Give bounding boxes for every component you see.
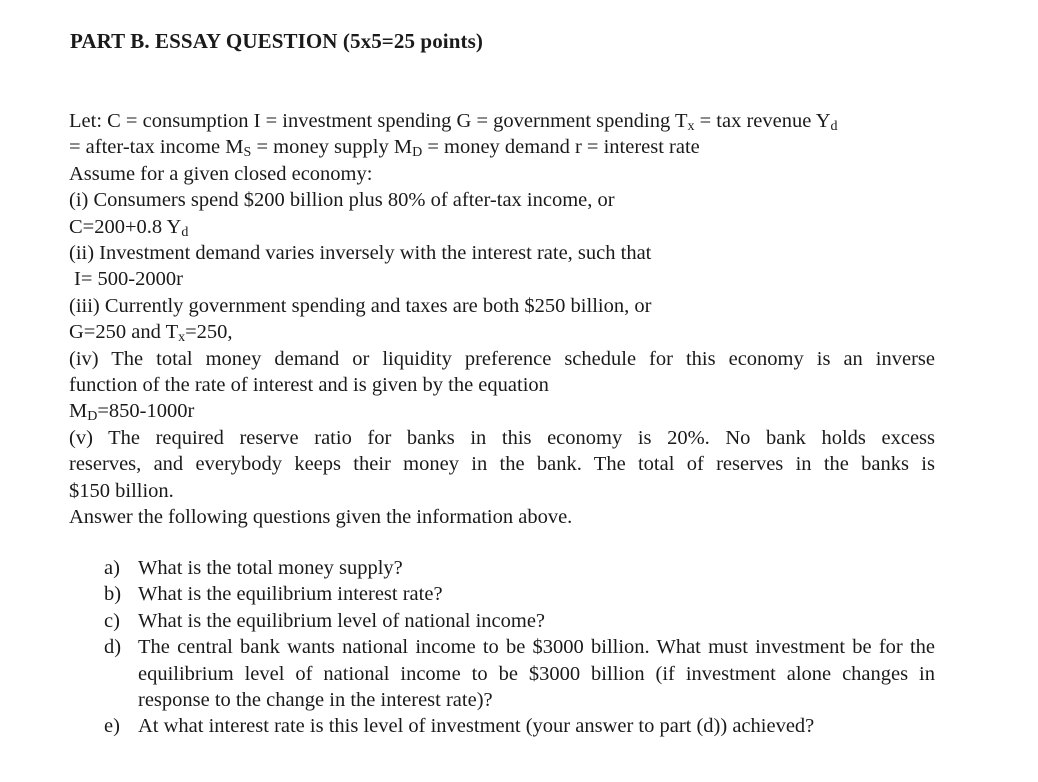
assumption-intro: Assume for a given closed economy:: [69, 162, 373, 185]
definitions-text: = money demand r = interest rate: [422, 136, 700, 159]
item-i-text: (i) Consumers spend $200 billion plus 80% of after-tax income, or: [69, 189, 615, 212]
question-text: What is the equilibrium level of national income?: [138, 609, 546, 632]
item-i-equation: [69, 214, 935, 240]
item-iv-line-2: function of the rate of interest and is given by the equation: [69, 374, 549, 397]
equation-text: =850-1000r: [97, 400, 195, 423]
definitions-text: = after-tax income M: [69, 136, 244, 159]
equation-text: =250,: [185, 321, 233, 344]
list-item: [104, 581, 935, 607]
subscript: d: [830, 119, 838, 134]
subscript: x: [178, 330, 186, 346]
subscript: S: [243, 145, 252, 161]
subscript: D: [412, 145, 423, 161]
item-ii-text: (ii) Investment demand varies inversely with the interest rate, such that: [69, 242, 652, 265]
question-letter: b): [104, 583, 122, 606]
question-letter: d): [104, 636, 122, 659]
definitions-text: = tax revenue Y: [694, 110, 831, 132]
subscript: x: [687, 119, 695, 134]
problem-statement: [69, 108, 935, 531]
list-item: [104, 634, 935, 713]
item-iii-text: (iii) Currently government spending and taxes are both $250 billion, or: [69, 294, 652, 317]
definitions-line-1: [69, 108, 935, 134]
question-text: The central bank wants national income to be $3000 billion. What must investment be for the equilibrium level of national income to be $3000 billion (if investment alone changes in response to the change in the interest rate)?: [138, 636, 935, 712]
question-text: What is the equilibrium interest rate?: [138, 583, 443, 606]
question-letter: a): [104, 557, 120, 579]
definitions-text: Let: C = consumption I = investment spending G = government spending T: [69, 110, 688, 132]
item-v-line-3: $150 billion.: [69, 479, 174, 502]
section-heading: PART B. ESSAY QUESTION (5x5=25 points): [70, 29, 483, 53]
item-iv-line-1: (iv) The total money demand or liquidity preference schedule for this economy is an inverse: [69, 347, 935, 370]
subscript: D: [87, 409, 98, 425]
equation-text: C=200+0.8 Y: [69, 215, 182, 238]
item-ii-equation: I= 500-2000r: [74, 268, 183, 291]
question-list: [104, 555, 935, 740]
question-text: At what interest rate is this level of investment (your answer to part (d)) achieved?: [138, 715, 815, 738]
definitions-text: = money supply M: [251, 136, 413, 159]
item-v-line-2: reserves, and everybody keeps their money in the bank. The total of reserves in the banks is: [69, 453, 935, 476]
definitions-line-2: [69, 134, 935, 160]
list-item: [104, 608, 935, 634]
equation-text: G=250 and T: [69, 321, 179, 344]
question-text: What is the total money supply?: [138, 557, 403, 579]
instruction-text: Answer the following questions given the information above.: [69, 506, 573, 529]
subscript: d: [181, 224, 189, 240]
question-letter: e): [104, 715, 120, 738]
question-letter: c): [104, 609, 120, 632]
list-item: [104, 713, 935, 739]
list-item: [104, 555, 935, 581]
item-iii-equation: [69, 319, 935, 345]
item-iv-equation: [69, 398, 935, 424]
item-v-line-1: (v) The required reserve ratio for banks in this economy is 20%. No bank holds excess: [69, 426, 935, 449]
equation-text: M: [69, 400, 88, 423]
